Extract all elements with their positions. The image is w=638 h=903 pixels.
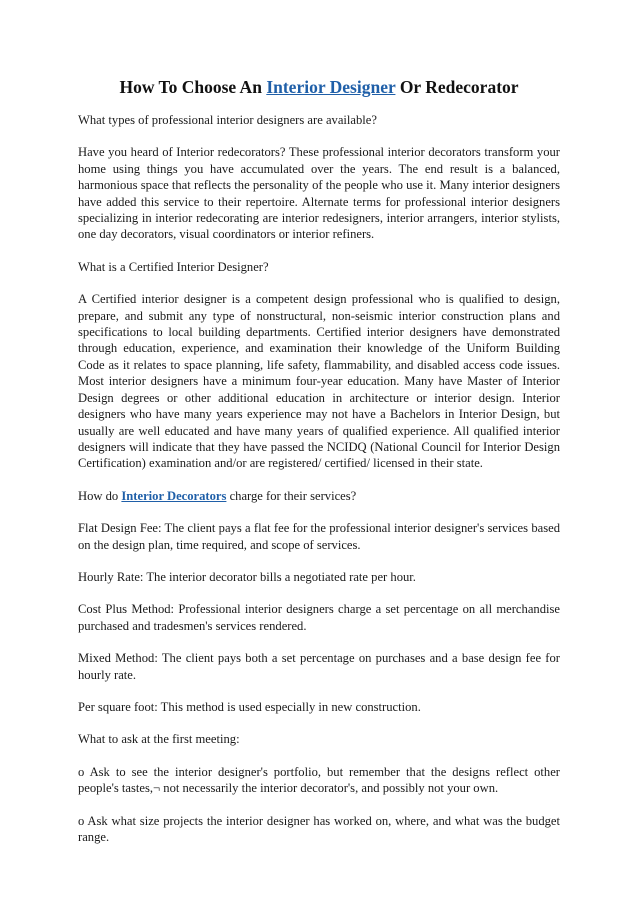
ask-portfolio: o Ask to see the interior designer's portfolio, but remember that the designs reflect other people's tastes,¬ not necessarily the interior decorator's, and possibly not your own. <box>78 764 560 796</box>
question-types: What types of professional interior designers are available? <box>78 113 377 127</box>
question-certified: What is a Certified Interior Designer? <box>78 259 269 274</box>
document-page <box>78 70 560 861</box>
fee-flat-design: Flat Design Fee: The client pays a flat fee for the professional interior designer's services based on the design plan, time required, and scope of services. <box>78 521 560 552</box>
question-charges-start: How do <box>78 488 122 503</box>
paragraph-redecorators: Have you heard of Interior redecorators? These professional interior decorators transform your home using things you have accumulated over the years. The end result is a balanced, harmonious space that reflects the personality of the people who use it. Many interior designers have added this service to their repertoire. Alternate terms for professional interior designers specializing in interior redecorating are interior redesigners, interior arrangers, interior stylists, one day decorators, visual coordinators or interior refiners. <box>78 145 560 242</box>
page-title <box>78 76 560 98</box>
fee-mixed-method: Mixed Method: The client pays both a set percentage on purchases and a base design fee for hourly rate. <box>78 651 560 682</box>
ask-project-size: o Ask what size projects the interior designer has worked on, where, and what was the budget range. <box>78 813 560 844</box>
title-text-end: Or Redecorator <box>395 77 519 97</box>
question-charges <box>78 488 560 504</box>
fee-cost-plus: Cost Plus Method: Professional interior designers charge a set percentage on all merchandise purchased and tradesmen's services rendered. <box>78 602 560 633</box>
question-first-meeting: What to ask at the first meeting: <box>78 732 240 747</box>
fee-hourly-rate: Hourly Rate: The interior decorator bills a negotiated rate per hour. <box>78 569 416 584</box>
fee-square-foot: Per square foot: This method is used especially in new construction. <box>78 699 421 714</box>
interior-designer-link[interactable]: Interior Designer <box>266 77 396 97</box>
paragraph-certified: A Certified interior designer is a competent design professional who is qualified to design, prepare, and submit any type of nonstructural, non-seismic interior construction plans and specifications to local building departments. Certified interior designers have demonstrated through education, experience, and examination their knowledge of the Uniform Building Code as it relates to space planning, life safety, flammability, and disabled access code issues. Most interior designers have a minimum four-year education. Many have Master of Interior Design degrees or other additional education in architecture or interior design. Interior designers who have many years experience may not have a Bachelors in Interior Design, but usually are well educated and have many years of qualified experience. All qualified interior designers will indicate that they have passed the NCIDQ (National Council for Interior Design Certification) examination and/or are registered/ certified/ licensed in their state. <box>78 292 560 471</box>
question-charges-end: charge for their services? <box>226 488 357 503</box>
title-text-start: How To Choose An <box>119 77 267 97</box>
interior-decorators-link[interactable]: Interior Decorators <box>121 488 227 503</box>
